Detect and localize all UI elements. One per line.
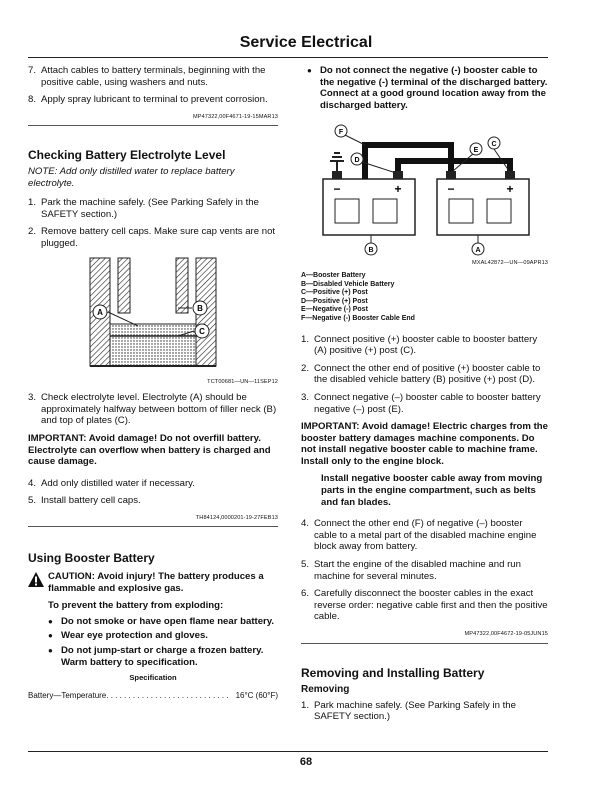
spec-row [28,690,278,702]
page-number: 68 [299,756,313,768]
list-item: 3. Connect negative (–) booster cable to booster battery negative (–) post (E). [301,391,541,415]
list-item: ● Do not jump-start or charge a frozen battery. Warm battery to specification. [48,645,278,668]
spec-label: Battery—Temperature. . . . . . . . . . . . . . . . . . . . . . . . . . . . [28,690,229,700]
electrolyte [110,324,196,366]
spec-heading: Specification [129,673,177,683]
battery-cell-figure [28,256,278,381]
callout-a-label: A [475,247,481,255]
booster-steps-2 [301,518,548,623]
electrolyte-heading: Checking Battery Electrolyte Level [28,148,226,163]
callout-b-label: B [197,303,203,313]
warning-icon [28,572,44,587]
list-item: 1. Park machine safely. (See Parking Safely in the SAFETY section.) [301,699,516,723]
electrolyte-steps [28,197,278,249]
legend-item: C—Positive (+) Post [301,289,368,297]
list-item: 5. Start the engine of the disabled machine and run machine for several minutes. [301,559,521,582]
list-item: 4. Connect the other end (F) of negative (–) booster cable to a metal part of the disabled machine engine block away from battery. [301,518,537,553]
footer-rule [28,751,548,752]
legend-item: E—Negative (-) Post [301,306,368,314]
booster-warning-bullet [301,65,548,111]
important-notice: IMPORTANT: Avoid damage! Do not overfill battery. Electrolyte can overflow when battery is charged and cause damage. [28,432,271,468]
filler-neck [118,258,130,313]
list-item: 2. Connect the other end of positive (+) booster cable to the disabled vehicle battery (B) positive (+) post (D). [301,362,541,386]
callout-c-label: C [199,326,205,336]
legend-item: B—Disabled Vehicle Battery [301,280,395,288]
page-title: Service Electrical [239,34,373,51]
electrolyte-step-3 [28,392,278,427]
caution-text: CAUTION: Avoid injury! The battery produces a flammable and explosive gas. [48,571,264,594]
plus-sign: + [506,182,514,197]
callout-d-label: D [354,157,360,165]
legend-item: F—Negative (-) Booster Cable End [301,314,415,322]
legend-item: D—Positive (+) Post [301,297,368,305]
list-item: ● Do not smoke or have open flame near battery. [48,616,278,628]
spec-value: 16°C (60°F) [235,690,278,700]
important-notice-cont: Install negative booster cable away from moving parts in the engine compartment, such as belts and fan blades. [321,473,543,508]
electrolyte-steps-after [28,478,278,507]
caution-block [28,571,278,668]
list-item: 1. Park the machine safely. (See Parking Safely in the SAFETY section.) [28,197,259,220]
remove-steps [301,700,548,723]
list-item: 1. Connect positive (+) booster cable to booster battery (A) positive (+) post (C). [301,333,538,357]
header-rule [28,57,548,58]
list-item: 3. Check electrolyte level. Electrolyte (A) should be approximately halfway between bottom of filler neck (B) and top of plates (C). [28,392,277,427]
booster-heading: Using Booster Battery [28,551,155,566]
booster-steps [301,334,548,416]
list-item: 5. Install battery cell caps. [28,495,141,507]
reference-code: TH84124,0000201-19-27FEB13 [28,513,278,528]
callout-e-label: E [473,147,479,155]
figure-reference: TCT00681—UN—11SEP12 [207,378,278,385]
list-item: 2. Remove battery cell caps. Make sure cap vents are not plugged. [28,226,276,249]
list-item: ● Wear eye protection and gloves. [48,630,278,642]
callout-f-label: F [338,129,344,137]
reference-code: MP47322,00F4672-19-05JUN15 [301,629,548,644]
callout-c-label: C [491,141,497,149]
removing-subheading: Removing [301,684,350,696]
list-item: ● Do not connect the negative (-) booster cable to the negative (-) terminal of the discharged battery. Connect at a good ground location away from the discharged battery. [307,65,548,111]
figure-legend [301,272,548,324]
remove-battery-heading: Removing and Installing Battery [301,665,485,680]
caution-bullets [48,616,278,668]
callout-a-label: A [97,307,103,317]
minus-sign: − [447,182,455,197]
figure-reference: MXAL42872—UN—09APR13 [472,260,548,267]
minus-sign: − [333,182,341,197]
right-column [301,65,548,729]
left-column [28,65,278,701]
filler-neck [176,258,188,313]
list-item: 8. Apply spray lubricant to terminal to prevent corrosion. [28,94,268,106]
plus-sign: + [394,182,402,197]
reference-code: MP47322,00F4671-19-15MAR13 [28,112,278,127]
intro-steps [28,65,278,106]
note: NOTE: Add only distilled water to replace battery electrolyte. [28,165,235,189]
legend-item: A—Booster Battery [301,271,366,279]
important-notice: IMPORTANT: Avoid damage! Electric charges from the booster battery damages machine components. Do not install negative booster cable to machine frame. Install only to the engine block. [301,421,548,467]
callout-b-label: B [368,247,374,255]
prevent-text: To prevent the battery from exploding: [48,600,224,612]
booster-cable-diagram [301,121,548,256]
list-item: 4. Add only distilled water if necessary. [28,477,195,489]
list-item: 6. Carefully disconnect the booster cables in the exact reverse order: negative cable first and then the positive cable. [301,588,548,623]
list-item: 7. Attach cables to battery terminals, beginning with the positive cable, using washers and nuts. [28,65,266,88]
